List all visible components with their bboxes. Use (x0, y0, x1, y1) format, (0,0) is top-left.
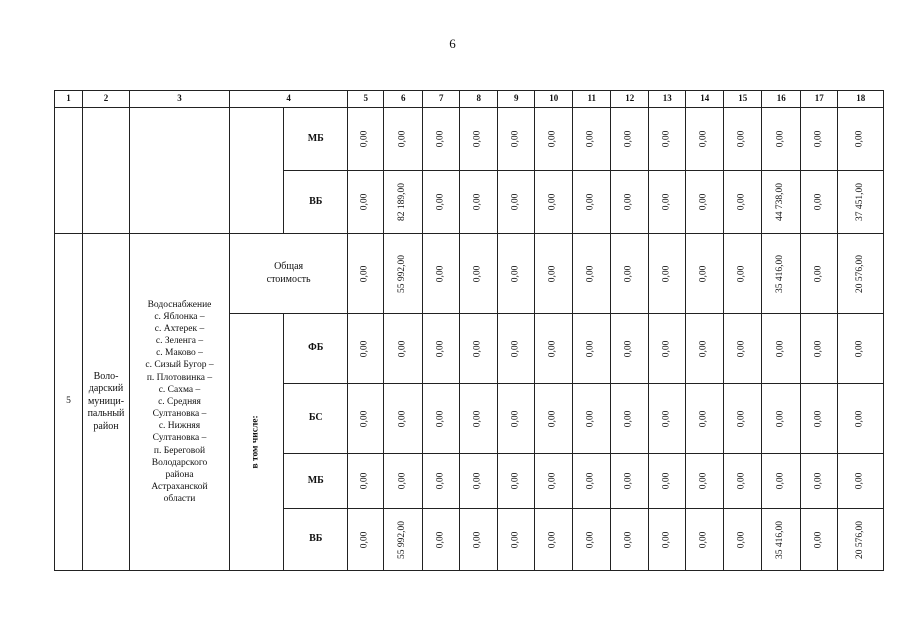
value-cell: 0,00 (649, 108, 686, 171)
row-label: ФБ (284, 314, 348, 384)
value-cell: 0,00 (762, 108, 801, 171)
header-cell: 10 (535, 91, 573, 108)
value-cell: 37 451,00 (838, 171, 884, 234)
value-cell: 0,00 (838, 384, 884, 454)
value-cell: 0,00 (762, 384, 801, 454)
value-cell: 0,00 (498, 509, 535, 571)
value-cell: 0,00 (611, 234, 649, 314)
value-cell: 0,00 (348, 108, 384, 171)
value-cell: 0,00 (535, 509, 573, 571)
value-cell: 35 416,00 (762, 509, 801, 571)
row-label: МБ (284, 108, 348, 171)
value-cell: 55 992,00 (384, 509, 423, 571)
value-cell: 0,00 (762, 454, 801, 509)
value-cell: 0,00 (838, 314, 884, 384)
value-cell: 0,00 (686, 234, 724, 314)
empty-cell (230, 108, 284, 234)
header-cell: 8 (460, 91, 498, 108)
value-cell: 0,00 (838, 454, 884, 509)
row-label: МБ (284, 454, 348, 509)
value-cell: 0,00 (460, 108, 498, 171)
value-cell: 0,00 (724, 314, 762, 384)
header-cell: 16 (762, 91, 801, 108)
value-cell: 0,00 (724, 234, 762, 314)
empty-cell (83, 108, 130, 234)
header-cell: 3 (130, 91, 230, 108)
value-cell: 0,00 (348, 454, 384, 509)
value-cell: 0,00 (573, 384, 611, 454)
value-cell: 0,00 (611, 108, 649, 171)
value-cell: 0,00 (460, 454, 498, 509)
value-cell: 0,00 (686, 171, 724, 234)
value-cell: 0,00 (498, 108, 535, 171)
value-cell: 82 189,00 (384, 171, 423, 234)
value-cell: 0,00 (384, 384, 423, 454)
value-cell: 0,00 (423, 108, 460, 171)
value-cell: 0,00 (535, 108, 573, 171)
value-cell: 0,00 (686, 454, 724, 509)
value-cell: 0,00 (649, 314, 686, 384)
value-cell: 0,00 (573, 314, 611, 384)
value-cell: 0,00 (573, 509, 611, 571)
value-cell: 0,00 (348, 171, 384, 234)
value-cell: 0,00 (384, 454, 423, 509)
row-number: 5 (55, 234, 83, 571)
value-cell: 0,00 (611, 314, 649, 384)
value-cell: 0,00 (348, 384, 384, 454)
value-cell: 0,00 (611, 171, 649, 234)
value-cell: 0,00 (649, 171, 686, 234)
header-cell: 17 (801, 91, 838, 108)
header-cell: 14 (686, 91, 724, 108)
header-cell: 18 (838, 91, 884, 108)
value-cell: 0,00 (686, 314, 724, 384)
value-cell: 55 992,00 (384, 234, 423, 314)
including-label: в том числе: (230, 314, 284, 571)
header-cell: 9 (498, 91, 535, 108)
value-cell: 0,00 (460, 509, 498, 571)
value-cell: 0,00 (801, 454, 838, 509)
header-cell: 2 (83, 91, 130, 108)
district-name: Воло- дарский муници- пальный район (83, 234, 130, 571)
value-cell: 0,00 (498, 454, 535, 509)
value-cell: 0,00 (686, 384, 724, 454)
row-label: ВБ (284, 509, 348, 571)
header-cell: 15 (724, 91, 762, 108)
value-cell: 0,00 (762, 314, 801, 384)
value-cell: 0,00 (535, 234, 573, 314)
value-cell: 0,00 (460, 171, 498, 234)
table-row (55, 234, 884, 314)
value-cell: 0,00 (801, 314, 838, 384)
header-cell: 7 (423, 91, 460, 108)
row-label: БС (284, 384, 348, 454)
empty-cell (55, 108, 83, 234)
value-cell: 0,00 (423, 384, 460, 454)
value-cell: 0,00 (423, 234, 460, 314)
header-row (55, 91, 884, 108)
value-cell: 0,00 (384, 108, 423, 171)
value-cell: 20 576,00 (838, 509, 884, 571)
value-cell: 0,00 (498, 314, 535, 384)
header-cell: 11 (573, 91, 611, 108)
header-cell: 13 (649, 91, 686, 108)
value-cell: 0,00 (801, 108, 838, 171)
value-cell: 0,00 (801, 171, 838, 234)
project-description: Водоснабжение с. Яблонка – с. Ахтерек – с. Зеленга – с. Маково – с. Сизый Бугор – п. Плотовинка – с. Сахма – с. Средняя Султановка – с. Нижняя Султановка – п. Береговой Володарского района Астраханской области (130, 234, 230, 571)
value-cell: 0,00 (611, 454, 649, 509)
page-number: 6 (449, 36, 456, 51)
value-cell: 0,00 (460, 314, 498, 384)
value-cell: 0,00 (348, 234, 384, 314)
value-cell: 0,00 (384, 314, 423, 384)
value-cell: 0,00 (649, 384, 686, 454)
value-cell: 0,00 (423, 314, 460, 384)
value-cell: 44 738,00 (762, 171, 801, 234)
value-cell: 0,00 (724, 384, 762, 454)
total-cost-label: Общая стоимость (230, 234, 348, 314)
value-cell: 0,00 (724, 171, 762, 234)
value-cell: 0,00 (649, 454, 686, 509)
value-cell: 0,00 (573, 171, 611, 234)
value-cell: 0,00 (611, 384, 649, 454)
value-cell: 0,00 (724, 454, 762, 509)
value-cell: 0,00 (535, 314, 573, 384)
value-cell: 0,00 (838, 108, 884, 171)
value-cell: 0,00 (573, 454, 611, 509)
value-cell: 0,00 (460, 234, 498, 314)
value-cell: 0,00 (649, 234, 686, 314)
value-cell: 0,00 (498, 234, 535, 314)
header-cell: 5 (348, 91, 384, 108)
value-cell: 0,00 (801, 509, 838, 571)
value-cell: 35 416,00 (762, 234, 801, 314)
value-cell: 0,00 (801, 234, 838, 314)
header-cell: 1 (55, 91, 83, 108)
value-cell: 0,00 (423, 509, 460, 571)
value-cell: 0,00 (423, 454, 460, 509)
value-cell: 20 576,00 (838, 234, 884, 314)
value-cell: 0,00 (348, 314, 384, 384)
value-cell: 0,00 (573, 108, 611, 171)
value-cell: 0,00 (535, 384, 573, 454)
empty-cell (130, 108, 230, 234)
table-row (55, 108, 884, 171)
value-cell: 0,00 (686, 509, 724, 571)
value-cell: 0,00 (686, 108, 724, 171)
value-cell: 0,00 (801, 384, 838, 454)
value-cell: 0,00 (348, 509, 384, 571)
row-label: ВБ (284, 171, 348, 234)
budget-table (54, 90, 884, 571)
value-cell: 0,00 (498, 384, 535, 454)
value-cell: 0,00 (535, 454, 573, 509)
value-cell: 0,00 (724, 108, 762, 171)
header-cell: 6 (384, 91, 423, 108)
value-cell: 0,00 (535, 171, 573, 234)
value-cell: 0,00 (498, 171, 535, 234)
value-cell: 0,00 (611, 509, 649, 571)
value-cell: 0,00 (423, 171, 460, 234)
value-cell: 0,00 (460, 384, 498, 454)
value-cell: 0,00 (573, 234, 611, 314)
header-cell: 12 (611, 91, 649, 108)
value-cell: 0,00 (724, 509, 762, 571)
value-cell: 0,00 (649, 509, 686, 571)
header-cell: 4 (230, 91, 348, 108)
